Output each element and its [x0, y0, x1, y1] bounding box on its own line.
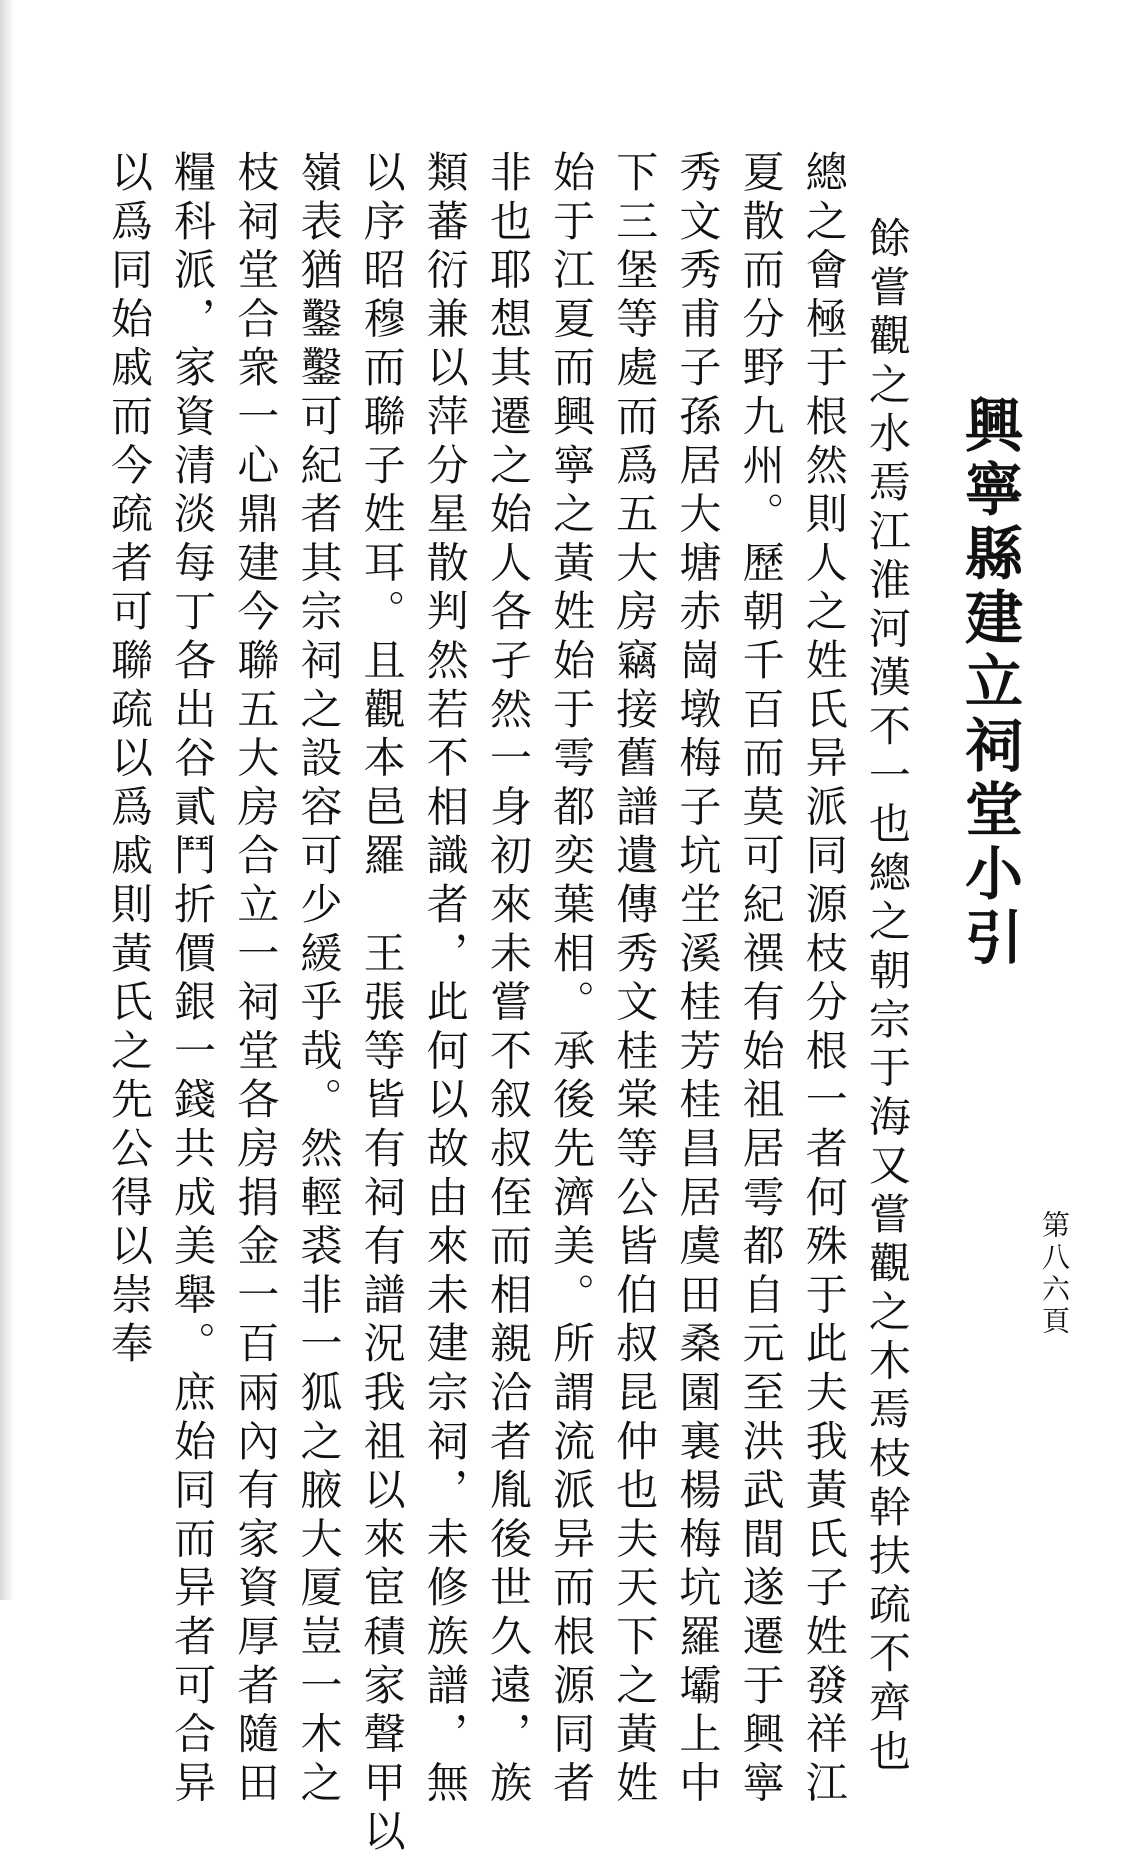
text-column: 枝祠堂合衆一心鼎建今聯五大房合立一祠堂各房捐金一百兩內有家資厚者隨田 — [231, 150, 281, 1810]
page-edge — [0, 0, 14, 1600]
page-title: 興寧縣建立祠堂小引 — [955, 395, 1023, 971]
text-column: 嶺表猶鑿鑿可紀者其宗祠之設容可少緩乎哉。然輕裘非一狐之腋大厦豈一木之 — [294, 150, 344, 1810]
text-column: 糧科派，家資清淡每丁各出谷貳鬥折價銀一錢共成美舉。庶始同而异者可合异 — [168, 150, 218, 1810]
text-column: 秀文秀甫子孫居大塘赤崗墩梅子坑坣溪桂芳桂昌居虞田桑園裏楊梅坑羅壩上中 — [673, 150, 723, 1810]
text-column: 總之會極于根然則人之姓氏异派同源枝分根一者何殊于此夫我黃氏子姓發祥江 — [799, 150, 849, 1810]
text-column: 非也耶想其遷之始人各孑然一身初來未嘗不叙叔侄而相親洽者胤後世久遠，族 — [483, 150, 533, 1810]
text-column: 類蕃衍兼以萍分星散判然若不相識者，此何以故由來未建宗祠，未修族譜，無 — [420, 150, 470, 1810]
text-column: 餘嘗觀之水焉江淮河漢不一也總之朝宗于海又嘗觀之木焉枝幹扶疏不齊也 — [862, 216, 912, 1778]
body-text — [105, 150, 912, 1858]
text-column: 以序昭穆而聯子姓耳。且觀本邑羅 王張等皆有祠有譜況我祖以來宦積家聲甲以 — [357, 150, 407, 1858]
text-column: 夏散而分野九州。歷朝千百而莫可紀禩有始祖居雩都自元至洪武間遂遷于興寧 — [736, 150, 786, 1810]
page-number: 第八六頁 — [1038, 1210, 1071, 1338]
text-column: 以爲同始戚而今疏者可聯疏以爲戚則黃氏之先公得以崇奉 — [105, 150, 154, 1370]
text-column: 始于江夏而興寧之黃姓始于雩都奕葉相。承後先濟美。所謂流派异而根源同者 — [547, 150, 597, 1810]
text-column: 下三堡等處而爲五大房竊接舊譜遺傳秀文桂棠等公皆伯叔昆仲也夫天下之黃姓 — [610, 150, 660, 1810]
